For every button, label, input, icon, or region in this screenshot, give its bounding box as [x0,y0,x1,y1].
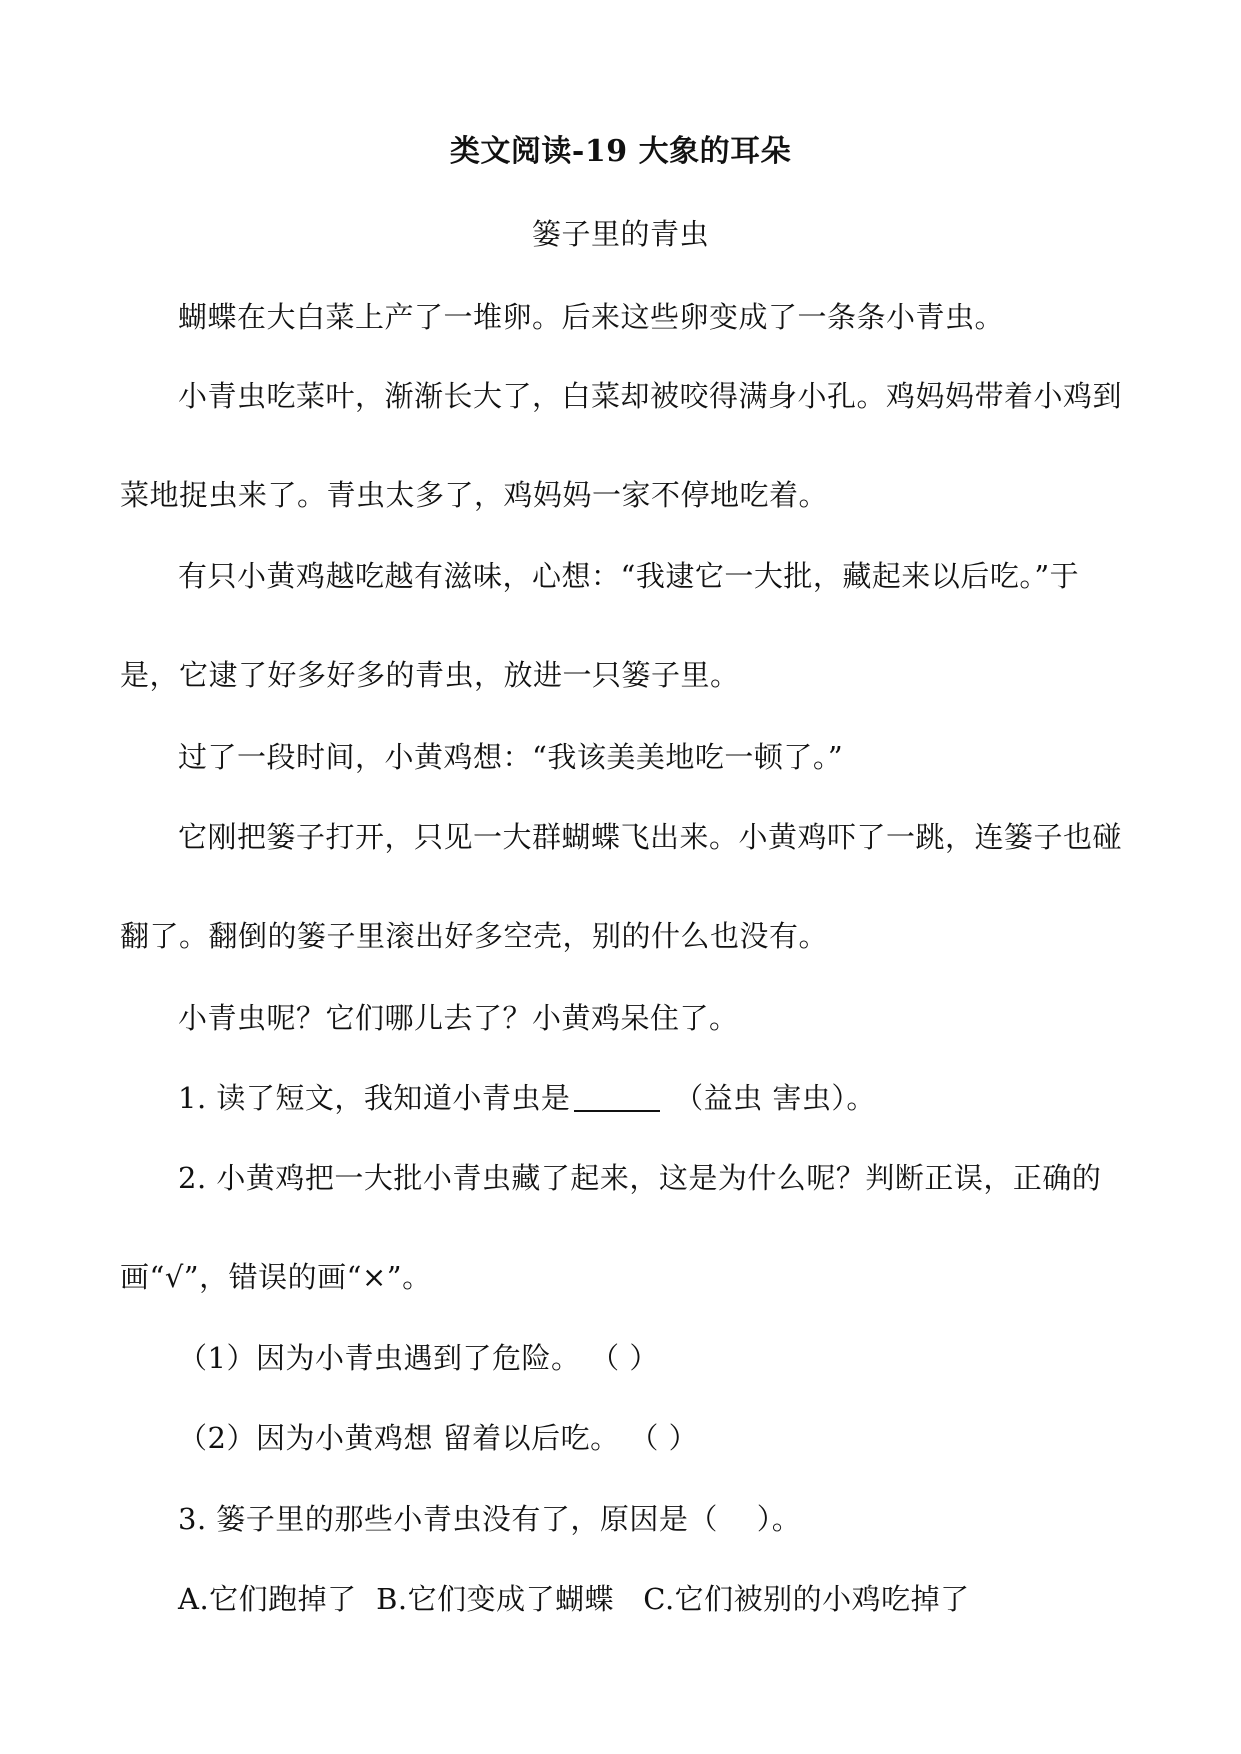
page-title: 类文阅读-19 大象的耳朵 [449,134,792,169]
story-paragraph-2-line-1: 小青虫吃菜叶，渐渐长大了，白菜却被咬得满身小孔。鸡妈妈带着小鸡到 [178,379,1123,413]
story-paragraph-6: 小青虫呢？它们哪儿去了？小黄鸡呆住了。 [178,1001,739,1035]
question-1-text: 1. 读了短文，我知道小青虫是 [178,1081,571,1115]
story-paragraph-3-line-1: 有只小黄鸡越吃越有滋味，心想：“我逮它一大批，藏起来以后吃。”于 [178,559,1080,593]
story-paragraph-2-line-2: 菜地捉虫来了。青虫太多了，鸡妈妈一家不停地吃着。 [120,478,829,512]
story-paragraph-3-line-2: 是，它逮了好多好多的青虫，放进一只篓子里。 [120,658,740,692]
answer-blank[interactable] [574,1082,660,1112]
question-3: 3. 篓子里的那些小青虫没有了，原因是（ ）。 [178,1502,802,1536]
story-paragraph-5-line-2: 翻了。翻倒的篓子里滚出好多空壳，别的什么也没有。 [120,919,829,953]
question-1-options: （益虫 害虫）。 [664,1081,876,1115]
story-title: 篓子里的青虫 [531,217,709,251]
question-3-options: A.它们跑掉了 B.它们变成了蝴蝶 C.它们被别的小鸡吃掉了 [178,1582,970,1616]
story-paragraph-1: 蝴蝶在大白菜上产了一堆卵。后来这些卵变成了一条条小青虫。 [178,300,1005,334]
question-2-line-2: 画“√”，错误的画“×”。 [120,1260,432,1294]
question-2-line-1: 2. 小黄鸡把一大批小青虫藏了起来，这是为什么呢？判断正误，正确的 [178,1161,1102,1195]
story-paragraph-4: 过了一段时间，小黄鸡想：“我该美美地吃一顿了。” [178,740,844,774]
question-2-item-1: （1）因为小青虫遇到了危险。 （ ） [178,1341,659,1375]
question-2-item-2: （2）因为小黄鸡想 留着以后吃。 （ ） [178,1421,699,1455]
question-1 [178,1078,876,1118]
story-paragraph-5-line-1: 它刚把篓子打开，只见一大群蝴蝶飞出来。小黄鸡吓了一跳，连篓子也碰 [178,820,1123,854]
